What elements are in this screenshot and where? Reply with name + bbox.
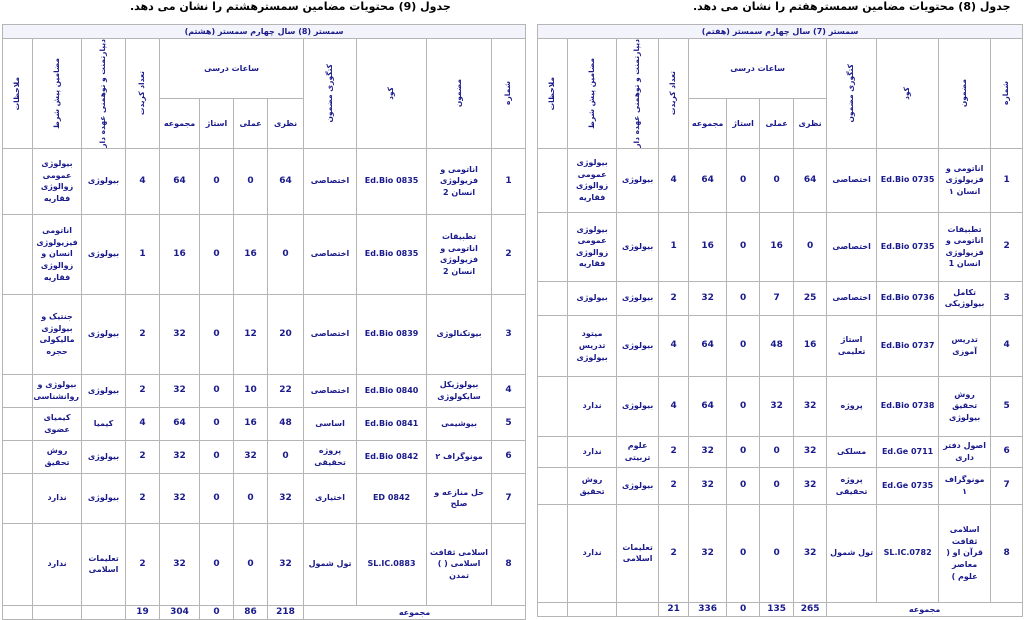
table-row [538,148,1023,212]
header-subject [427,39,492,149]
prerequisite-cell: کیمیای عضوی [33,407,82,440]
row-number: 5 [492,407,526,440]
category-cell: تول شمول [827,504,877,602]
total-hours-cell: 64 [689,376,727,436]
subject-cell: تکامل بیولوژیکی [939,281,991,315]
row-number: 5 [991,376,1023,436]
code-cell: Ed.Bio 0735 [877,212,939,281]
code-cell: Ed.Bio 0842 [357,440,427,473]
code-cell: Ed.Ge 0735 [877,467,939,504]
table-row [3,440,526,473]
practical-hours-cell: 16 [234,407,268,440]
total-hours-cell: 32 [689,436,727,467]
category-cell: پروژه [827,376,877,436]
category-cell: اختصاصی [827,148,877,212]
table-row [3,374,526,407]
header-code-text: کود [386,86,396,100]
totals-total: 336 [689,602,727,616]
table-row [538,376,1023,436]
header-prerequisite-text: مضامین پیش شرط [51,57,61,129]
header-category-text: کتگوری مضمون [846,64,856,123]
department-cell: بیولوژی [617,467,659,504]
theory-hours-cell: 32 [794,436,827,467]
credits-cell: 2 [659,504,689,602]
row-number: 2 [991,212,1023,281]
code-cell: ED 0842 [357,473,427,523]
table-row [3,407,526,440]
category-cell: اساسی [304,407,357,440]
total-hours-cell: 32 [160,523,200,605]
notes-cell [3,294,33,374]
header-code [357,39,427,149]
header-number [991,39,1023,149]
credits-cell: 2 [126,294,160,374]
category-cell: استاژ تعلیمی [827,315,877,376]
department-cell: تعلیمات اسلامی [617,504,659,602]
row-number: 2 [492,214,526,294]
header-prerequisite [568,39,617,149]
credits-cell: 4 [659,376,689,436]
credits-cell: 2 [126,473,160,523]
header-number-text: شماره [503,81,513,106]
credits-cell: 2 [659,467,689,504]
notes-cell [3,214,33,294]
totals-label: مجموعه [304,605,526,619]
category-cell: اختصاصی [304,148,357,214]
theory-hours-cell: 0 [268,440,304,473]
notes-cell [538,212,568,281]
master-hours-cell: 0 [200,214,234,294]
category-cell: تول شمول [304,523,357,605]
master-hours-cell: 0 [727,281,760,315]
subject-cell: بیوشیمی [427,407,492,440]
header-department-text: دیپارتمنت و توهمنی عهده دار [632,39,642,148]
credits-cell: 1 [126,214,160,294]
theory-hours-cell: 0 [268,214,304,294]
total-hours-cell: 32 [689,467,727,504]
department-cell: بیولوژی [617,281,659,315]
semester-header-row [3,25,526,39]
master-hours-cell: 0 [727,504,760,602]
notes-cell [538,504,568,602]
code-cell: SL.IC.0883 [357,523,427,605]
header-subject-text: مضمون [959,79,969,108]
theory-hours-cell: 64 [794,148,827,212]
header-credits-text: تعداد کریدت [137,71,147,116]
header-practical: عملی [760,98,794,148]
practical-hours-cell: 0 [760,504,794,602]
master-hours-cell: 0 [200,473,234,523]
column-header-row [538,39,1023,99]
master-hours-cell: 0 [727,148,760,212]
code-cell: Ed.Ge 0711 [877,436,939,467]
master-hours-cell: 0 [727,376,760,436]
table-row [538,467,1023,504]
credits-cell: 2 [659,436,689,467]
practical-hours-cell: 0 [760,148,794,212]
semester-8-table [2,24,526,620]
subject-cell: اسلامی ثقافت اسلامی ( ) تمدن [427,523,492,605]
master-hours-cell: 0 [727,212,760,281]
totals-empty [538,602,568,616]
table-row [3,148,526,214]
header-credits-text: تعداد کریدت [668,71,678,116]
totals-practical: 86 [234,605,268,619]
department-cell: بیولوژی [82,440,126,473]
category-cell: پروژه تحقیقی [827,467,877,504]
credits-cell: 2 [126,440,160,473]
row-number: 6 [492,440,526,473]
theory-hours-cell: 16 [794,315,827,376]
prerequisite-cell: میتود تدریس بیولوژی [568,315,617,376]
practical-hours-cell: 32 [760,376,794,436]
practical-hours-cell: 0 [760,467,794,504]
header-prerequisite [33,39,82,149]
code-cell: Ed.Bio 0841 [357,407,427,440]
practical-hours-cell: 32 [234,440,268,473]
header-theory: نظری [794,98,827,148]
subject-cell: تدریس آموزی [939,315,991,376]
category-cell: اختصاصی [304,374,357,407]
totals-theory: 265 [794,602,827,616]
table-row [538,212,1023,281]
total-hours-cell: 64 [689,148,727,212]
department-cell: بیولوژی [617,315,659,376]
row-number: 1 [991,148,1023,212]
column-header-row [3,39,526,99]
subject-cell: روش تحقیق بیولوژی [939,376,991,436]
code-cell: SL.IC.0782 [877,504,939,602]
prerequisite-cell: بیولوژی عمومی زوالوژی فقاریه [568,148,617,212]
table-row [538,281,1023,315]
totals-empty [617,602,659,616]
total-hours-cell: 32 [160,374,200,407]
category-cell: اختصاصی [304,214,357,294]
subject-cell: بیوتکنالوژی [427,294,492,374]
table-row [538,436,1023,467]
prerequisite-cell: ندارد [33,523,82,605]
master-hours-cell: 0 [727,315,760,376]
header-department [617,39,659,149]
total-hours-cell: 16 [160,214,200,294]
master-hours-cell: 0 [200,407,234,440]
row-number: 8 [991,504,1023,602]
totals-label: مجموعه [827,602,1023,616]
total-hours-cell: 32 [160,473,200,523]
totals-master: 0 [200,605,234,619]
row-number: 4 [991,315,1023,376]
header-category [304,39,357,149]
notes-cell [3,473,33,523]
theory-hours-cell: 25 [794,281,827,315]
header-category-text: کتگوری مضمون [324,64,334,123]
theory-hours-cell: 48 [268,407,304,440]
code-cell: Ed.Bio 0737 [877,315,939,376]
totals-empty [3,605,33,619]
total-hours-cell: 32 [689,504,727,602]
header-code [877,39,939,149]
subject-cell: تطبیقات اناتومی و فزیولوژی انسان 1 [939,212,991,281]
header-number-text: شماره [1001,81,1011,106]
credits-cell: 1 [659,212,689,281]
header-code-text: کود [902,86,912,100]
prerequisite-cell: بیولوژی عمومی زوالوژی فقاریه [33,148,82,214]
practical-hours-cell: 7 [760,281,794,315]
header-hours: ساعات درسی [689,39,827,99]
code-cell: Ed.Bio 0735 [877,148,939,212]
theory-hours-cell: 0 [794,212,827,281]
master-hours-cell: 0 [727,436,760,467]
header-department [82,39,126,149]
credits-cell: 2 [126,374,160,407]
row-number: 1 [492,148,526,214]
notes-cell [538,467,568,504]
totals-practical: 135 [760,602,794,616]
prerequisite-cell: بیولوژی و روانشناسی [33,374,82,407]
practical-hours-cell: 12 [234,294,268,374]
table-row [3,523,526,605]
theory-hours-cell: 32 [794,504,827,602]
totals-theory: 218 [268,605,304,619]
code-cell: Ed.Bio 0736 [877,281,939,315]
total-hours-cell: 16 [689,212,727,281]
department-cell: بیولوژی [617,148,659,212]
master-hours-cell: 0 [200,523,234,605]
header-subject-text: مضمون [453,79,463,108]
master-hours-cell: 0 [200,294,234,374]
theory-hours-cell: 32 [268,523,304,605]
row-number: 7 [492,473,526,523]
theory-hours-cell: 20 [268,294,304,374]
semester-header: سمستر (7) سال چهارم سمستر (هفتم) [538,25,1023,39]
code-cell: Ed.Bio 0835 [357,148,427,214]
header-notes [538,39,568,149]
header-notes-text: ملاحظات [12,76,22,111]
totals-credits: 19 [126,605,160,619]
row-number: 4 [492,374,526,407]
notes-cell [3,523,33,605]
semester-header-row [538,25,1023,39]
prerequisite-cell: روش تحقیق [33,440,82,473]
header-total: مجموعه [160,98,200,148]
theory-hours-cell: 22 [268,374,304,407]
total-hours-cell: 32 [160,440,200,473]
subject-cell: بیولوژیکل سایکولوژی [427,374,492,407]
code-cell: Ed.Bio 0738 [877,376,939,436]
prerequisite-cell: ندارد [568,376,617,436]
notes-cell [3,374,33,407]
practical-hours-cell: 16 [234,214,268,294]
header-credits [126,39,160,149]
code-cell: Ed.Bio 0840 [357,374,427,407]
row-number: 3 [492,294,526,374]
subject-cell: تطبیقات اناتومی و فزیولوژی انسان 2 [427,214,492,294]
table-row [3,473,526,523]
category-cell: اختیاری [304,473,357,523]
header-notes-text: ملاحظات [547,76,557,111]
notes-cell [3,407,33,440]
master-hours-cell: 0 [200,440,234,473]
department-cell: بیولوژی [82,148,126,214]
credits-cell: 4 [659,148,689,212]
department-cell: بیولوژی [617,376,659,436]
header-total: مجموعه [689,98,727,148]
table-8-title: جدول (8) محتویات مضامین سمسترهفتم را نشان می دهد. [693,0,1011,13]
total-hours-cell: 32 [160,294,200,374]
notes-cell [538,315,568,376]
total-hours-cell: 32 [689,281,727,315]
prerequisite-cell: بیولوژی [568,281,617,315]
notes-cell [538,376,568,436]
header-master: استاژ [727,98,760,148]
header-number [492,39,526,149]
category-cell: اختصاصی [827,281,877,315]
header-notes [3,39,33,149]
notes-cell [3,148,33,214]
code-cell: Ed.Bio 0835 [357,214,427,294]
totals-empty [33,605,82,619]
table-row [3,294,526,374]
department-cell: تعلیمات اسلامی [82,523,126,605]
header-department-text: دیپارتمنت و توهمنی عهده دار [98,39,108,148]
prerequisite-cell: ندارد [33,473,82,523]
totals-empty [82,605,126,619]
prerequisite-cell: ندارد [568,504,617,602]
credits-cell: 2 [659,281,689,315]
prerequisite-cell: بیولوژی عمومی زوالوژی فقاریه [568,212,617,281]
practical-hours-cell: 0 [234,523,268,605]
total-hours-cell: 64 [160,148,200,214]
total-hours-cell: 64 [689,315,727,376]
practical-hours-cell: 48 [760,315,794,376]
row-number: 7 [991,467,1023,504]
totals-row [538,602,1023,616]
code-cell: Ed.Bio 0839 [357,294,427,374]
practical-hours-cell: 0 [234,148,268,214]
master-hours-cell: 0 [200,374,234,407]
credits-cell: 4 [126,407,160,440]
theory-hours-cell: 64 [268,148,304,214]
subject-cell: مونوگراف ۲ [427,440,492,473]
notes-cell [538,148,568,212]
master-hours-cell: 0 [727,467,760,504]
totals-credits: 21 [659,602,689,616]
subject-cell: مونوگراف ۱ [939,467,991,504]
credits-cell: 4 [659,315,689,376]
subject-cell: اسلامی ثقافت قرآن او ( معاصر علوم ) [939,504,991,602]
header-credits [659,39,689,149]
department-cell: بیولوژی [82,294,126,374]
header-theory: نظری [268,98,304,148]
theory-hours-cell: 32 [794,376,827,436]
subject-cell: حل منازعه و صلح [427,473,492,523]
header-hours: ساعات درسی [160,39,304,99]
credits-cell: 2 [126,523,160,605]
row-number: 3 [991,281,1023,315]
master-hours-cell: 0 [200,148,234,214]
table-9-title: جدول (9) محتویات مضامین سمسترهشتم را نشان می دهد. [130,0,451,13]
notes-cell [538,436,568,467]
department-cell: علوم تربیتی [617,436,659,467]
total-hours-cell: 64 [160,407,200,440]
subject-cell: اناتومی و فزیولوژی انسان ۱ [939,148,991,212]
prerequisite-cell: روش تحقیق [568,467,617,504]
subject-cell: اناتومی و فزیولوژی انسان 2 [427,148,492,214]
totals-total: 304 [160,605,200,619]
header-master: استاژ [200,98,234,148]
practical-hours-cell: 0 [234,473,268,523]
theory-hours-cell: 32 [794,467,827,504]
totals-empty [568,602,617,616]
semester-header: سمستر (8) سال چهارم سمستر (هشتم) [3,25,526,39]
table-row [538,315,1023,376]
practical-hours-cell: 0 [760,436,794,467]
department-cell: بیولوژی [82,374,126,407]
category-cell: اختصاصی [827,212,877,281]
practical-hours-cell: 10 [234,374,268,407]
table-row [538,504,1023,602]
subject-cell: اصول دفتر داری [939,436,991,467]
totals-master: 0 [727,602,760,616]
prerequisite-cell: جنتیک و بیولوژی مالیکولی حجره [33,294,82,374]
header-category [827,39,877,149]
row-number: 8 [492,523,526,605]
credits-cell: 4 [126,148,160,214]
prerequisite-cell: اناتومی فیزیولوژی انسان و زوالوژی فقاریه [33,214,82,294]
category-cell: مسلکی [827,436,877,467]
header-prerequisite-text: مضامین پیش شرط [586,57,596,129]
header-practical: عملی [234,98,268,148]
category-cell: اختصاصی [304,294,357,374]
semester-7-table [537,24,1023,617]
notes-cell [3,440,33,473]
theory-hours-cell: 32 [268,473,304,523]
department-cell: بیولوژی [617,212,659,281]
department-cell: بیولوژی [82,214,126,294]
table-row [3,214,526,294]
category-cell: پروژه تحقیقی [304,440,357,473]
department-cell: بیولوژی [82,473,126,523]
prerequisite-cell: ندارد [568,436,617,467]
row-number: 6 [991,436,1023,467]
practical-hours-cell: 16 [760,212,794,281]
department-cell: کیمیا [82,407,126,440]
notes-cell [538,281,568,315]
header-subject [939,39,991,149]
totals-row [3,605,526,619]
